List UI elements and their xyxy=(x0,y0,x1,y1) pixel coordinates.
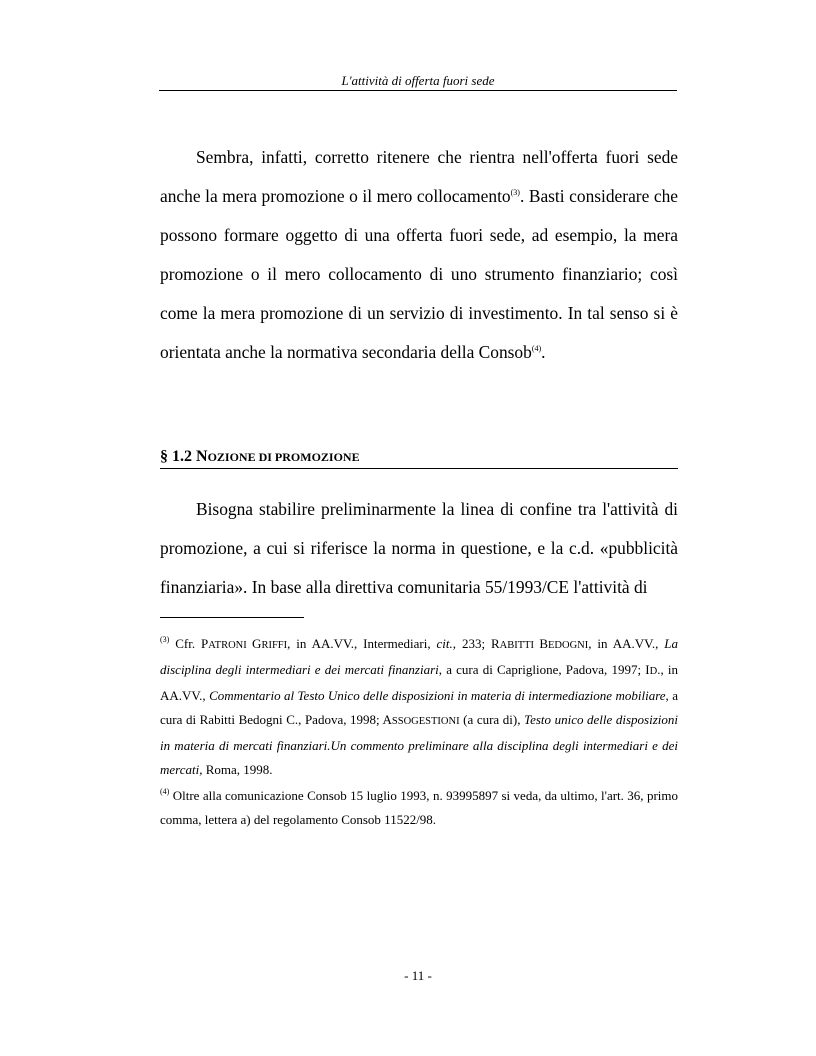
paragraph-1-text-b: . Basti considerare che possono formare oggetto di una offerta fuori sede, ad esempio, la mera promozione o il mero collocamento di uno strumento finanziario; così come la mera promozione di un servizio di investimento. In tal senso si è orientata anche la normativa secondaria della Consob xyxy=(160,186,678,362)
footnote-3-text: Cfr. P xyxy=(169,636,209,651)
running-header xyxy=(159,73,677,91)
footnote-3-text: , 233; R xyxy=(452,636,500,651)
footnote-3 xyxy=(160,632,678,782)
footnote-3-italic: Commentario al Testo Unico delle disposizioni in materia di intermediazione mobiliare xyxy=(209,688,666,703)
footnote-3-text: , in AA.VV., xyxy=(588,636,665,651)
footnote-separator xyxy=(160,617,304,618)
footnote-3-text: ., in AA.VV., xyxy=(160,662,678,703)
body-paragraph-2 xyxy=(160,490,678,607)
section-title-rest: OZIONE DI PROMOZIONE xyxy=(207,450,360,464)
body-paragraph-1 xyxy=(160,138,678,372)
footnote-3-text: G xyxy=(252,636,262,651)
footnote-4 xyxy=(160,784,678,832)
footnote-3-text: , a cura di Capriglione, Padova, 1997; I xyxy=(438,662,650,677)
footnote-3-text: , in AA.VV., Intermediari, xyxy=(287,636,437,651)
footnote-3-text: , a cura di Rabitti Bedogni C., Padova, 1998; A xyxy=(160,688,678,727)
footnote-3-text: B xyxy=(539,636,549,651)
footnote-ref-4[interactable]: (4) xyxy=(531,344,542,353)
footnote-3-smallcaps: ABITTI xyxy=(499,640,540,651)
section-title-initial: N xyxy=(196,448,208,465)
paragraph-1-text-a: Sembra, infatti, corretto ritenere che rientra nell'offerta fuori sede anche la mera promozione o il mero collocamento xyxy=(160,147,678,206)
footnote-4-text: Oltre alla comunicazione Consob 15 luglio 1993, n. 93995897 si veda, da ultimo, l'art. 36, primo comma, lettera a) del regolamento Consob 11522/98. xyxy=(160,788,678,827)
footnote-3-italic: Testo unico delle disposizioni in materia di mercati finanziari.Un commento preliminare alla disciplina degli intermediari e dei mercati, xyxy=(160,712,678,777)
running-title: L'attività di offerta fuori sede xyxy=(341,73,495,88)
footnote-3-smallcaps: ATRONI xyxy=(208,640,253,651)
footnote-3-smallcaps: EDOGNI xyxy=(548,640,589,651)
footnote-3-italic: cit. xyxy=(436,636,453,651)
footnote-3-smallcaps: D xyxy=(649,666,658,677)
page-number: - 11 - xyxy=(404,968,432,983)
paragraph-2-text: Bisogna stabilire preliminarmente la linea di confine tra l'attività di promozione, a cui si riferisce la norma in questione, e la c.d. «pubblicità finanziaria». In base alla direttiva comunitaria 55/1993/CE l'attività di xyxy=(160,499,678,597)
footnote-3-smallcaps: SSOGESTIONI xyxy=(391,716,460,727)
footnote-3-marker: (3) xyxy=(160,635,170,644)
footnote-3-text: (a cura di), xyxy=(459,712,525,727)
footnote-3-smallcaps: RIFFI xyxy=(261,640,288,651)
paragraph-1-text-c: . xyxy=(541,342,546,362)
footnote-4-marker: (4) xyxy=(160,787,170,796)
footnote-3-italic: La disciplina degli intermediari e dei mercati finanziari xyxy=(160,636,678,677)
footnote-3-text: Roma, 1998. xyxy=(202,762,273,777)
footnote-ref-3[interactable]: (3) xyxy=(510,188,520,197)
section-number: § 1.2 xyxy=(160,448,196,465)
section-heading xyxy=(160,447,678,469)
